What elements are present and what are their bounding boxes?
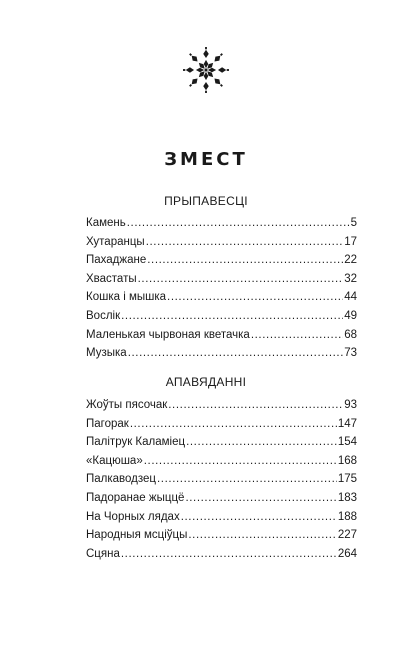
toc-leader-dots: [188, 526, 336, 545]
toc-entry-page: 5: [350, 217, 357, 229]
toc-entry-page: 32: [344, 272, 357, 285]
toc-leader-dots: [168, 396, 343, 415]
toc-entry[interactable]: [86, 214, 357, 233]
toc-entry-page: 44: [344, 291, 357, 304]
toc-leader-dots: [121, 545, 337, 564]
toc-entry-title: Музыка: [86, 347, 127, 360]
toc-leader-dots: [157, 470, 337, 489]
belarusian-star-ornament-icon: [183, 47, 229, 93]
toc-entry[interactable]: [86, 415, 357, 434]
toc-leader-dots: [251, 326, 343, 345]
toc-entry[interactable]: [86, 433, 357, 452]
toc-entry-page: 147: [337, 417, 357, 430]
toc-list-povesti: [86, 214, 357, 363]
toc-leader-dots: [130, 415, 337, 434]
toc-entry-page: 183: [337, 491, 357, 504]
toc-entry-page: 168: [337, 454, 357, 467]
toc-entry[interactable]: [86, 270, 357, 289]
toc-entry-title: Камень: [86, 217, 126, 229]
toc-entry[interactable]: [86, 489, 357, 508]
section-heading-povesti: ПРЫПАВЕСЦІ: [164, 194, 248, 208]
page-title: ЗМЕСТ: [164, 149, 248, 170]
toc-entry[interactable]: [86, 452, 357, 471]
toc-entry[interactable]: [86, 545, 357, 564]
toc-entry[interactable]: [86, 307, 357, 326]
toc-entry[interactable]: [86, 233, 357, 252]
toc-entry-title: Вослік: [86, 309, 121, 322]
toc-entry-page: 188: [337, 510, 357, 523]
toc-leader-dots: [146, 233, 344, 252]
toc-leader-dots: [186, 433, 337, 452]
toc-entry-title: «Кацюша»: [86, 454, 143, 467]
toc-entry-title: Жоўты пясочак: [86, 399, 168, 411]
toc-entry-page: 73: [344, 347, 357, 360]
toc-leader-dots: [167, 288, 343, 307]
toc-entry-title: Хвастаты: [86, 272, 137, 285]
toc-entry-title: Кошка і мышка: [86, 291, 167, 304]
toc-entry-title: Палітрук Каламіец: [86, 436, 186, 449]
toc-entry-title: На Чорных лядах: [86, 510, 180, 523]
toc-leader-dots: [147, 251, 343, 270]
toc-entry[interactable]: [86, 396, 357, 415]
toc-entry-title: Палкаводзец: [86, 473, 157, 486]
toc-entry-page: 22: [344, 254, 357, 267]
toc-entry-page: 17: [344, 235, 357, 248]
toc-entry-page: 68: [344, 328, 357, 341]
toc-entry-title: Народныя мсціўцы: [86, 529, 188, 542]
toc-entry[interactable]: [86, 251, 357, 270]
toc-entry[interactable]: [86, 526, 357, 545]
toc-leader-dots: [138, 270, 344, 289]
toc-list-stories: [86, 396, 357, 563]
toc-entry[interactable]: [86, 288, 357, 307]
toc-entry-page: 227: [337, 529, 357, 542]
toc-leader-dots: [127, 214, 350, 233]
toc-entry[interactable]: [86, 326, 357, 345]
toc-entry-page: 264: [337, 547, 357, 560]
toc-leader-dots: [144, 452, 337, 471]
toc-entry-page: 175: [337, 473, 357, 486]
toc-entry-title: Маленькая чырвоная кветачка: [86, 328, 250, 341]
toc-entry[interactable]: [86, 508, 357, 527]
toc-leader-dots: [121, 307, 343, 326]
toc-entry-title: Сцяна: [86, 547, 120, 560]
toc-leader-dots: [128, 344, 344, 363]
toc-entry-title: Пагорак: [86, 417, 129, 430]
toc-entry-title: Падоранае жыццё: [86, 491, 185, 504]
toc-entry-title: Пахаджане: [86, 254, 147, 267]
toc-entry-page: 93: [344, 399, 357, 411]
toc-entry-title: Хутаранцы: [86, 235, 145, 248]
toc-entry-page: 154: [337, 436, 357, 449]
toc-entry[interactable]: [86, 344, 357, 363]
toc-entry-page: 49: [344, 309, 357, 322]
section-heading-stories: АПАВЯДАННІ: [165, 375, 247, 389]
toc-leader-dots: [181, 508, 337, 527]
toc-entry[interactable]: [86, 470, 357, 489]
toc-leader-dots: [185, 489, 336, 508]
